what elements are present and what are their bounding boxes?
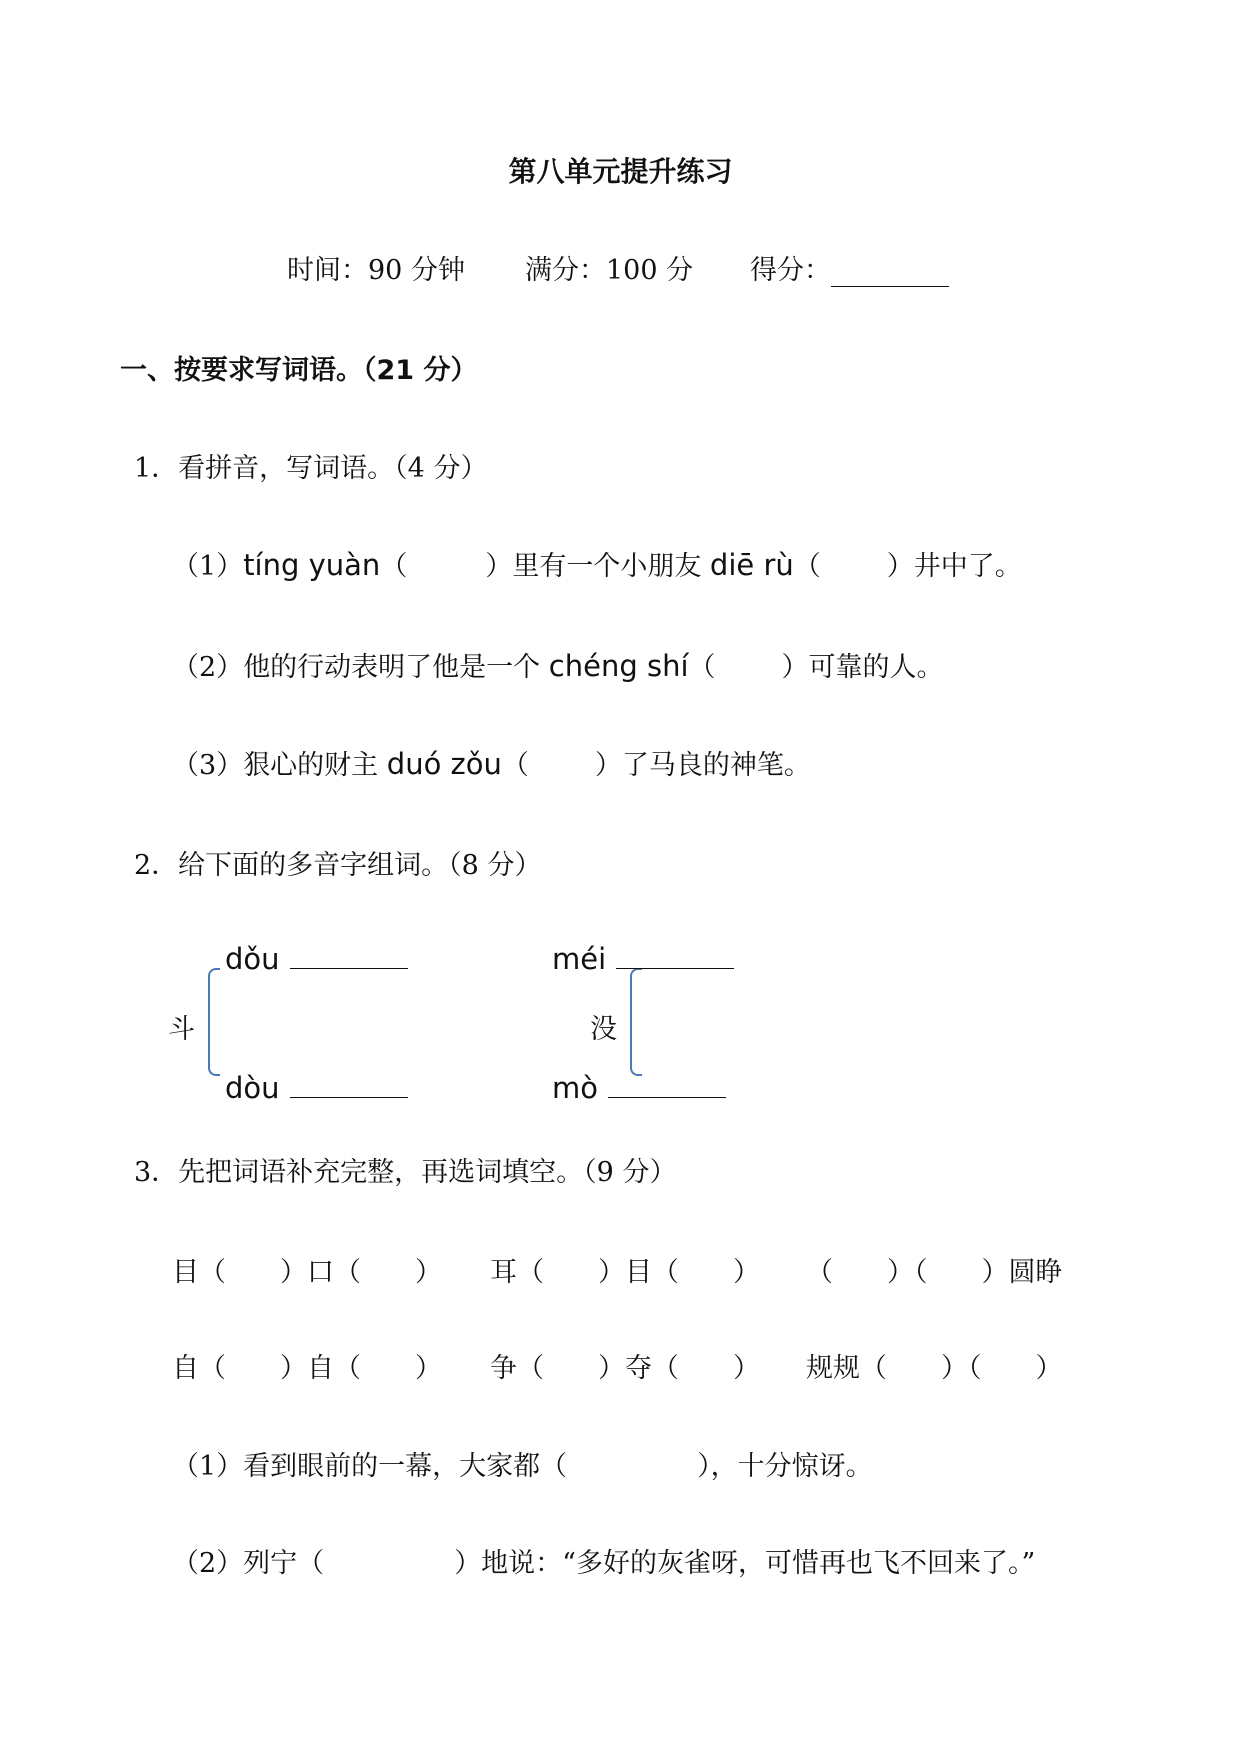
q2-heading: 2．给下面的多音字组词。（8 分） [134,850,542,881]
sentence-text: ）地说：“多好的灰雀呀，可惜再也飞不回来了。” [454,1548,1036,1579]
answer-line[interactable] [616,942,734,969]
polyphone-row [552,1071,726,1105]
sentence-text: （2）列宁（ [172,1548,325,1579]
polyphone-row [225,1071,408,1105]
polyphone-row [225,942,408,976]
answer-line[interactable] [290,1071,408,1098]
sentence-text: ）了马良的神笔。 [594,750,811,781]
score-label [750,248,949,287]
pinyin: mò [552,1071,598,1105]
q1-item-2 [172,645,944,684]
item-number: （2） [172,652,244,683]
idiom-row-1-c[interactable]: （ ）（ ）圆睁 [806,1257,1063,1288]
pinyin: duó zǒu [386,747,502,781]
sentence-text: 他的行动表明了他是一个 [243,652,549,683]
polyphone-char-dou: 斗 [168,1014,195,1045]
item-number: （3） [172,750,244,781]
pinyin: dǒu [225,942,280,976]
q1-heading: 1．看拼音，写词语。（4 分） [134,453,488,484]
section-1-heading: 一、按要求写词语。（21 分） [120,355,478,386]
q3-sentence-2 [172,1541,1035,1580]
sentence-text: ）井中了。 [886,551,1022,582]
answer-line[interactable] [290,942,408,969]
pinyin: dòu [225,1071,280,1105]
answer-line[interactable] [608,1071,726,1098]
item-number: （1） [172,551,244,582]
sentence-text: ）里有一个小朋友 [485,551,710,582]
sentence-text: ），十分惊讶。 [697,1451,873,1482]
sentence-text: （1）看到眼前的一幕，大家都（ [172,1451,568,1482]
idiom-row-1-b[interactable]: 耳（ ）目（ ） [490,1257,760,1288]
q1-item-1 [172,544,1022,583]
polyphone-row [552,942,734,976]
bracket-open: （ [793,551,821,582]
sentence-text: ）可靠的人。 [781,652,944,683]
pinyin: diē rù [709,548,794,582]
brace-left [208,968,220,1076]
q3-heading: 3．先把词语补充完整，再选词填空。（9 分） [134,1157,677,1188]
q1-item-3 [172,743,811,782]
idiom-row-2-c[interactable]: 规规（ ）（ ） [806,1353,1063,1384]
score-text: 得分： [750,255,831,286]
idiom-row-2-b[interactable]: 争（ ）夺（ ） [490,1353,760,1384]
bracket-open: （ [380,551,408,582]
page-title: 第八单元提升练习 [508,155,733,188]
sentence-text: 狠心的财主 [243,750,387,781]
bracket-open: （ [688,652,716,683]
pinyin: méi [552,942,607,976]
polyphone-char-mei: 没 [590,1014,617,1045]
time-label: 时间：90 分钟 [287,255,465,286]
full-score-label: 满分：100 分 [525,255,694,286]
q3-sentence-1 [172,1444,873,1483]
bracket-open: （ [501,750,529,781]
brace-left [630,968,642,1076]
idiom-row-1-a[interactable]: 目（ ）口（ ） [172,1257,442,1288]
pinyin: tíng yuàn [243,548,381,582]
score-blank[interactable] [831,258,949,287]
pinyin: chéng shí [548,649,689,683]
idiom-row-2-a[interactable]: 自（ ）自（ ） [172,1353,442,1384]
